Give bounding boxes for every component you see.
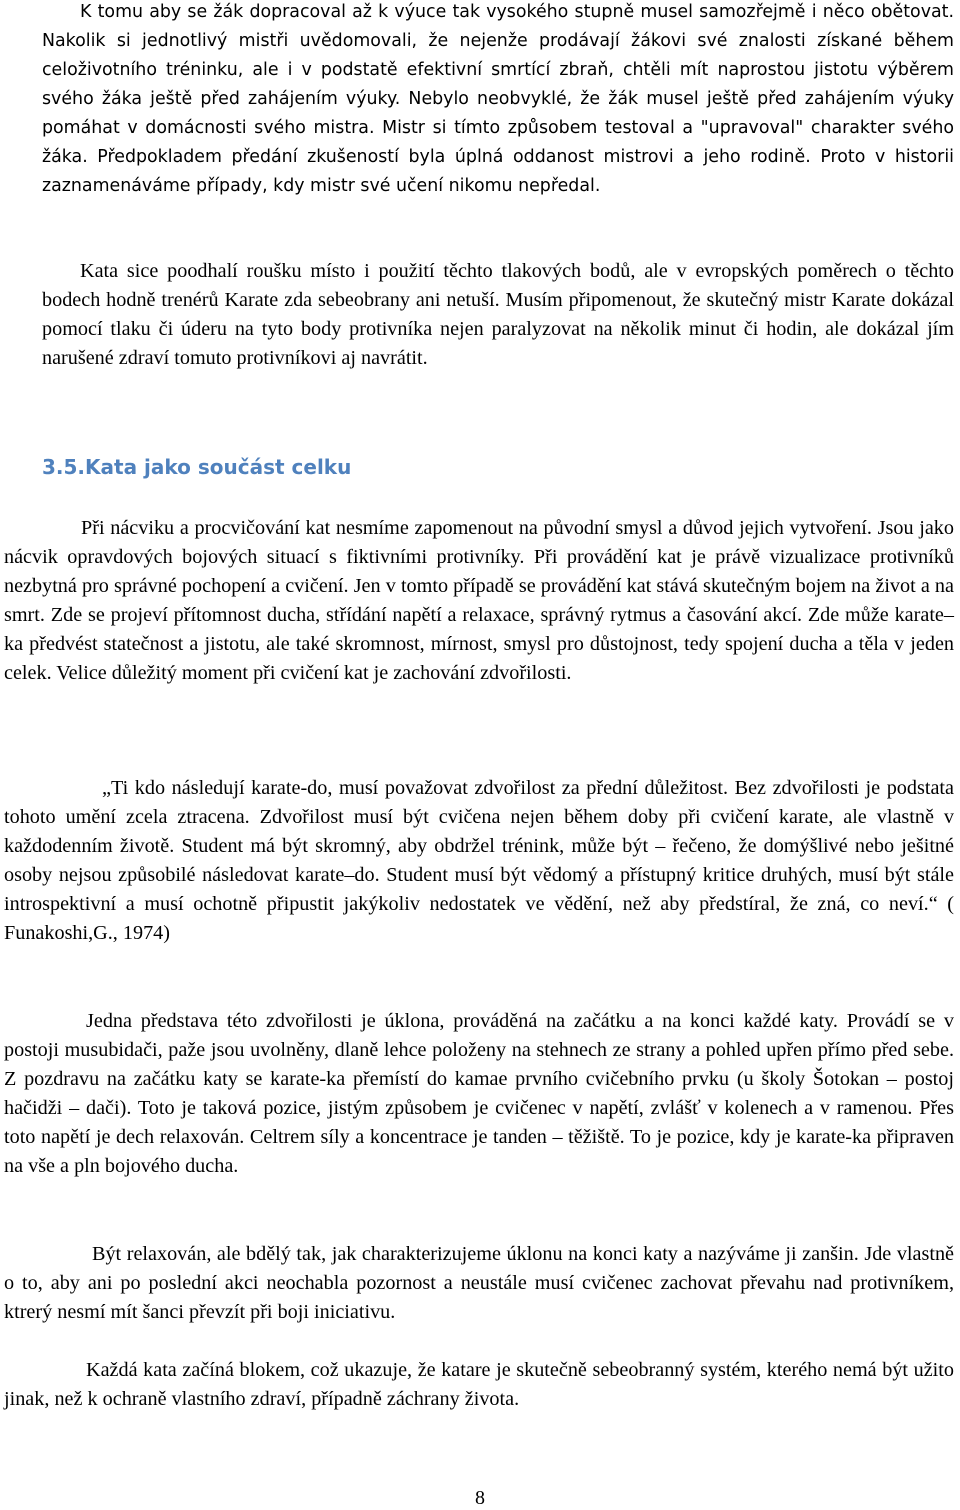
paragraph-mastery-sacrifice	[42, 0, 954, 201]
paragraph-text: Každá kata začíná blokem, což ukazuje, že katare je skutečně sebeobranný systém, kterého nemá být užito jinak, než k ochraně vlastního zdraví, případně záchrany života.	[4, 1359, 954, 1410]
paragraph-kata-practice	[4, 514, 954, 688]
section-number: 3.5.	[42, 455, 86, 479]
paragraph-text: Kata sice poodhalí roušku místo i použití těchto tlakových bodů, ale v evropských poměrech o těchto bodech hodně trenérů Karate zda sebeobrany ani netuší. Musím připomenout, že skutečný mistr Karate dokázal pomocí tlaku či úderu na tyto body protivníka nejen paralyzovat na několik minut či hodin, ale dokázal jím narušené zdraví tomuto protivníkovi aj navrátit.	[42, 260, 954, 369]
paragraph-text: K tomu aby se žák dopracoval až k výuce tak vysokého stupně musel samozřejmě i něco obětovat. Nakolik si jednotlivý mistři uvědomovali, že nejenže prodávají žákovi své znalosti získané během celoživotního tréninku, ale i v podstatě efektivní smrtící zbraň, chtěli mít naprostou jistotu výběrem svého žáka ještě před zahájením výuky. Nebylo neobvyklé, že žák musel ještě před zahájením výuky pomáhat v domácnosti svého mistra. Mistr si tímto způsobem testoval a "upravoval" charakter svého žáka. Předpokladem předání zkušeností byla úplná oddanost mistrovi a jeho rodině. Proto v historii zaznamenáváme případy, kdy mistr své učení nikomu nepředal.	[42, 2, 954, 196]
section-title: Kata jako součást celku	[85, 455, 352, 479]
paragraph-bow	[4, 1007, 954, 1181]
section-heading	[42, 452, 351, 482]
paragraph-text: Jedna představa této zdvořilosti je úklona, prováděná na začátku a na konci každé katy. Provádí se v postoji musubidači, paže jsou uvolněny, dlaně lehce položeny na stehnech ze strany a pohled upřen přímo před sebe. Z pozdravu na začátku katy se karate-ka přemístí do kamae prvního cvičebního prvku (u školy Šotokan – postoj hačidži – dači). Toto je taková pozice, jistým způsobem je cvičenec v napětí, zvlášť v kolenech a v ramenou. Přes toto napětí je dech relaxován. Celtrem síly a koncentrace je tanden – těžiště. To je pozice, kdy je karate-ka připraven na vše a pln bojového ducha.	[4, 1010, 954, 1177]
paragraph-kata-begins-block	[4, 1356, 954, 1414]
paragraph-pressure-points	[42, 257, 954, 373]
paragraph-zanshin	[4, 1240, 954, 1327]
paragraph-text: Být relaxován, ale bdělý tak, jak charakterizujeme úklonu na konci katy a nazýváme ji zanšin. Jde vlastně o to, aby ani po poslední akci neochabla pozornost a neustále musí cvičenec zachovat převahu nad protivníkem, ktrerý nesmí mít šanci převzít při boji iniciativu.	[4, 1243, 954, 1323]
paragraph-text: Při nácviku a procvičování kat nesmíme zapomenout na původní smysl a důvod jejich vytvoření. Jsou jako nácvik opravdových bojových situací s fiktivními protivníky. Při provádění kat je právě vizualizace protivníků nezbytná pro správné pochopení a cvičení. Jen v tomto případě se provádění kat stává skutečným bojem na život a na smrt. Zde se projeví přítomnost ducha, střídání napětí a relaxace, správný rytmus a časování akcí. Zde může karate–ka předvést statečnost a jistotu, ale také skromnost, mírnost, smysl pro důstojnost, tedy spojení ducha a těla v jeden celek. Velice důležitý moment při cvičení kat je zachování zdvořilosti.	[4, 517, 954, 684]
paragraph-funakoshi-quote	[4, 774, 954, 948]
paragraph-text: „Ti kdo následují karate-do, musí považovat zdvořilost za přední důležitost. Bez zdvořilosti je podstata tohoto umění zcela ztracena. Zdvořilost musí být cvičena nejen během doby při cvičení karate, ale vlastně v každodenním životě. Student má být skromný, aby obdržel trénink, může být – řečeno, že domýšlivé nebo ješitné osoby nejsou způsobilé následovat karate–do. Student musí být vědomý a přístupný kritice druhých, musí být stále introspektivní a musí ochotně připustit jakýkoliv nedostatek ve vědění, než aby předstíral, že zná, co neví.“ ( Funakoshi,G., 1974)	[4, 777, 954, 944]
page-number: 8	[475, 1487, 485, 1509]
